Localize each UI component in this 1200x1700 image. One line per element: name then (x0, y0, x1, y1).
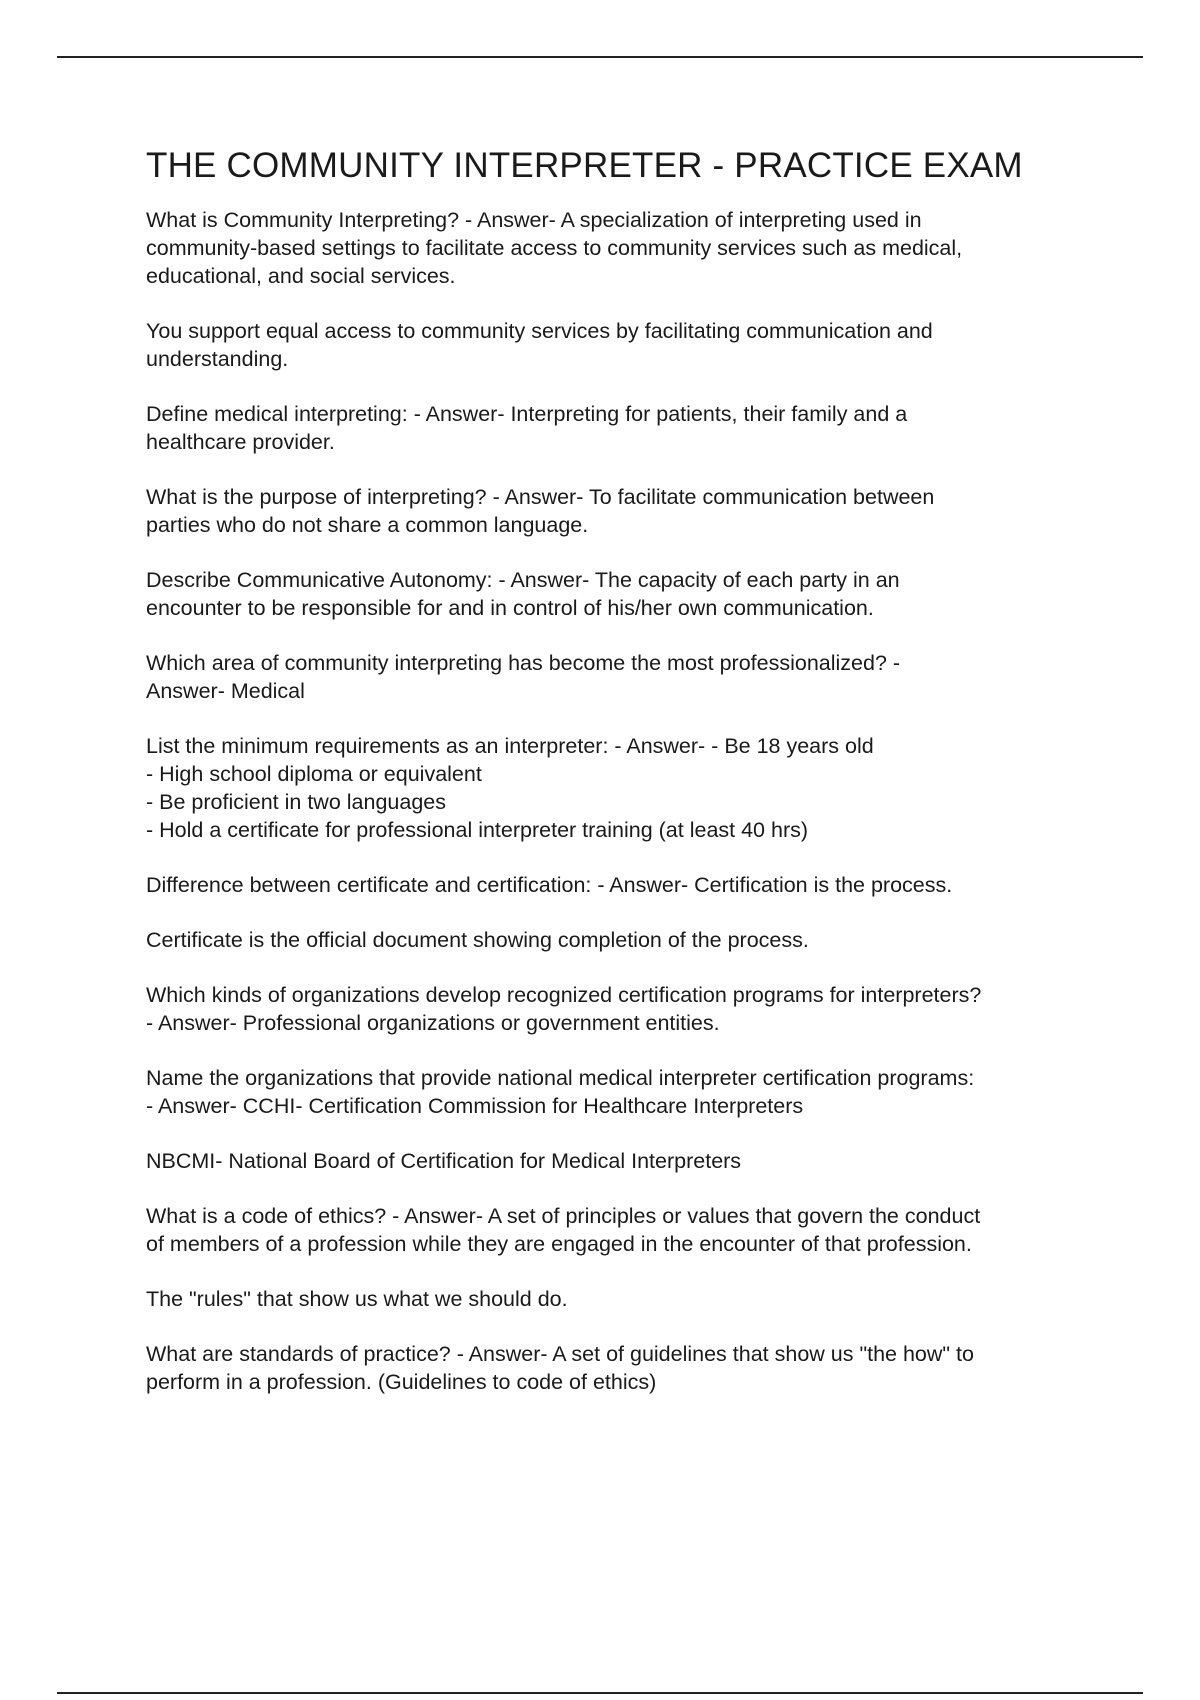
paragraph-line: educational, and social services. (146, 264, 456, 288)
qa-paragraph (146, 732, 1096, 844)
qa-paragraph (146, 400, 1096, 456)
paragraph-line: parties who do not share a common language. (146, 513, 589, 537)
paragraph-line: What is a code of ethics? - Answer- A set of principles or values that govern the conduct (146, 1204, 981, 1228)
paragraph-line: - Hold a certificate for professional interpreter training (at least 40 hrs) (146, 818, 809, 842)
paragraph-line: perform in a profession. (Guidelines to code of ethics) (146, 1370, 657, 1394)
paragraph-line: You support equal access to community services by facilitating communication and (146, 319, 933, 343)
document-body (146, 142, 1096, 1423)
qa-paragraph (146, 1202, 1096, 1258)
qa-paragraph (146, 1064, 1096, 1120)
qa-paragraph (146, 871, 1096, 899)
paragraph-line: What are standards of practice? - Answer- A set of guidelines that show us "the how" to (146, 1342, 974, 1366)
paragraph-line: Certificate is the official document showing completion of the process. (146, 928, 809, 952)
paragraph-line: healthcare provider. (146, 430, 335, 454)
paragraph-line: community-based settings to facilitate access to community services such as medical, (146, 236, 963, 260)
paragraph-line: understanding. (146, 347, 289, 371)
top-divider (57, 56, 1143, 58)
paragraph-line: Name the organizations that provide national medical interpreter certification programs: (146, 1066, 975, 1090)
paragraph-line: encounter to be responsible for and in control of his/her own communication. (146, 596, 874, 620)
paragraph-line: - Answer- CCHI- Certification Commission for Healthcare Interpreters (146, 1094, 804, 1118)
paragraph-line: - Be proficient in two languages (146, 790, 446, 814)
qa-paragraph (146, 206, 1096, 290)
paragraph-line: Describe Communicative Autonomy: - Answer- The capacity of each party in an (146, 568, 900, 592)
paragraph-line: List the minimum requirements as an interpreter: - Answer- - Be 18 years old (146, 734, 874, 758)
paragraph-line: Difference between certificate and certification: - Answer- Certification is the process. (146, 873, 953, 897)
paragraph-line: - High school diploma or equivalent (146, 762, 482, 786)
page-title: THE COMMUNITY INTERPRETER - PRACTICE EXAM (146, 146, 1023, 185)
paragraph-line: What is Community Interpreting? - Answer- A specialization of interpreting used in (146, 208, 922, 232)
qa-paragraph (146, 1340, 1096, 1396)
paragraph-line: - Answer- Professional organizations or government entities. (146, 1011, 720, 1035)
paragraph-line: Which area of community interpreting has become the most professionalized? - (146, 651, 901, 675)
paragraph-line: Which kinds of organizations develop recognized certification programs for interpreters? (146, 983, 982, 1007)
qa-paragraph (146, 483, 1096, 539)
paragraph-line: of members of a profession while they are engaged in the encounter of that profession. (146, 1232, 972, 1256)
qa-list (146, 206, 1096, 1396)
paragraph-line: Answer- Medical (146, 679, 305, 703)
paragraph-line: NBCMI- National Board of Certification for Medical Interpreters (146, 1149, 742, 1173)
paragraph-line: Define medical interpreting: - Answer- Interpreting for patients, their family and a (146, 402, 908, 426)
qa-paragraph (146, 981, 1096, 1037)
qa-paragraph (146, 926, 1096, 954)
qa-paragraph (146, 1285, 1096, 1313)
bottom-divider (57, 1692, 1143, 1694)
qa-paragraph (146, 1147, 1096, 1175)
qa-paragraph (146, 317, 1096, 373)
qa-paragraph (146, 649, 1096, 705)
paragraph-line: What is the purpose of interpreting? - Answer- To facilitate communication between (146, 485, 935, 509)
qa-paragraph (146, 566, 1096, 622)
paragraph-line: The "rules" that show us what we should do. (146, 1287, 568, 1311)
